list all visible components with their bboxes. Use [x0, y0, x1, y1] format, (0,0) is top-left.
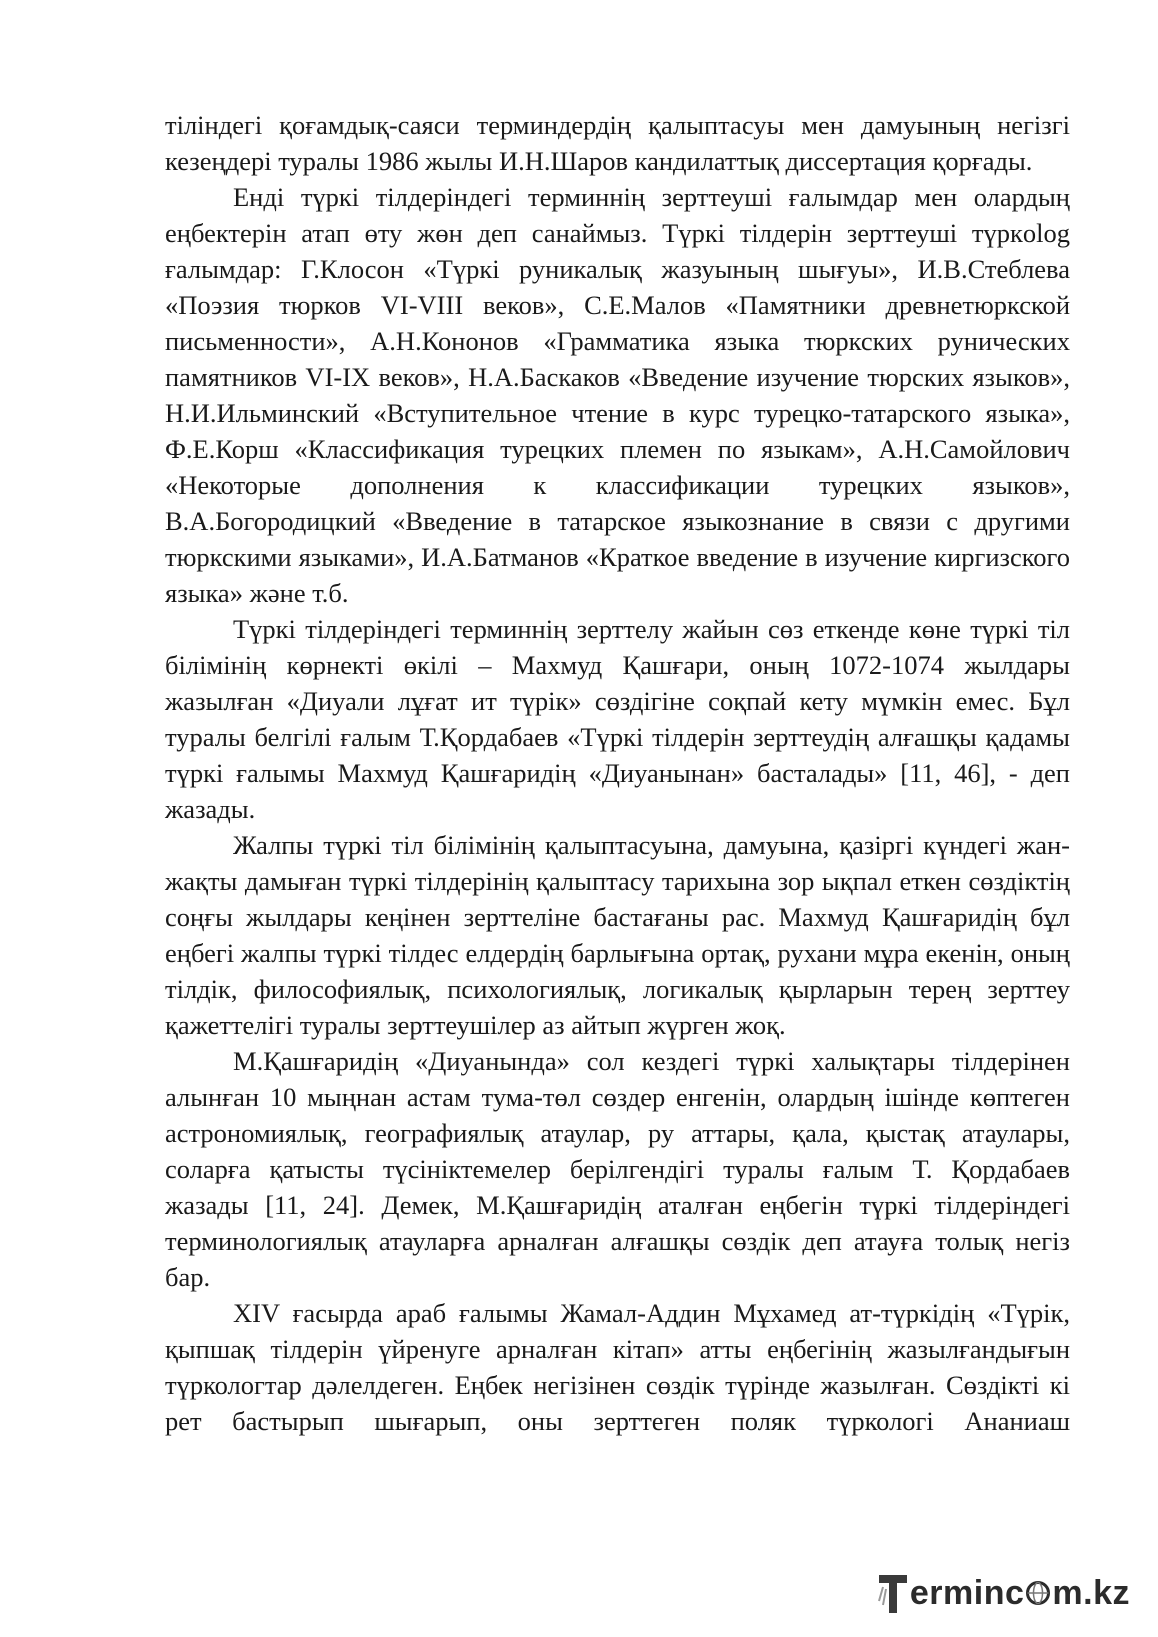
watermark-text-1: ermin	[909, 1573, 1005, 1612]
paragraph-1: тіліндегі қоғамдық-саяси терминдердің қалыптасуы мен дамуының негізгі кезеңдері туралы 1986 жылы И.Н.Шаров кандилаттық диссертация қорғады.	[165, 110, 1070, 176]
watermark-text-3: m.kz	[1052, 1573, 1130, 1612]
watermark-text-2: c	[1004, 1573, 1025, 1612]
paragraph-2: Енді түркі тілдеріндегі терминнің зерттеуші ғалымдар мен олардың еңбектерін атап өту жөн деп санаймыз. Түркі тілдерін зерттеуші түркolog ғалымдар: Г.Клосон «Түркі руникалық жазуының шығуы», И.В.Стеблева «Поэзия тюрков VI-VIII веков», С.Е.Малов «Памятники древнетюркской письменности», А.Н.Кононов «Грамматика языка тюркских рунических памятников VI-IX веков», Н.А.Баскаков «Введение изучение тюрских языков», Н.И.Ильминский «Вступительное чтение в курс турецко-татарского языка», Ф.Е.Корш «Классификация турецких племен по языкам», А.Н.Самойлович «Некоторые дополнения к классификации турецких языков», В.А.Богородицкий «Введение в татарское языкознание в связи с другими тюркскими языками», И.А.Батманов «Краткое введение в изучение киргизского языка» және т.б.	[165, 182, 1070, 608]
watermark-globe-icon	[1025, 1580, 1051, 1606]
watermark-t-letter-icon	[877, 1571, 909, 1615]
paragraph-6: XIV ғасырда араб ғалымы Жамал-Аддин Мұхамед ат-түркідің «Түрік, қыпшақ тілдерін үйренуге арналған кітап» атты еңбегінің жазылғандығын түркологтар дәлелдеген. Еңбек негізінен сөздік түрінде жазылған. Сөздікті кі рет бастырып шығарып, оны зерттеген поляк түркологі Ананиаш	[165, 1298, 1070, 1436]
termincom-watermark-logo	[877, 1567, 1130, 1619]
paragraph-4: Жалпы түркі тіл білімінің қалыптасуына, дамуына, қазіргі күндегі жан-жақты дамыған түркі тілдерінің қалыптасу тарихына зор ықпал еткен сөздіктің соңғы жылдары кеңінен зерттеліне бастағаны рас. Махмуд Қашғаридің бұл еңбегі жалпы түркі тілдес елдердің барлығына ортақ, рухани мұра екенін, оның тілдік, философиялық, психологиялық, логикалық қырларын терең зерттеу қажеттелігі туралы зерттеушілер аз айтып жүрген жоқ.	[165, 830, 1070, 1040]
document-body	[165, 107, 1070, 1439]
paragraph-3: Түркі тілдеріндегі терминнің зерттелу жайын сөз еткенде көне түркі тіл білімінің көрнекті өкілі – Махмуд Қашғари, оның 1072-1074 жылдары жазылған «Диуали лұғат ит түрік» сөздігіне соқпай кету мүмкін емес. Бұл туралы белгілі ғалым Т.Қордабаев «Түркі тілдерін зерттеудің алғашқы қадамы түркі ғалымы Махмуд Қашғаридің «Диуанынан» басталады» [11, 46], - деп жазады.	[165, 614, 1070, 824]
paragraph-5: М.Қашғаридің «Диуанында» сол кездегі түркі халықтары тілдерінен алынған 10 мыңнан астам тума-төл сөздер енгенін, олардың ішінде көптеген астрономиялық, географиялық атаулар, ру аттары, қала, қыстақ атаулары, соларға қатысты түсініктемелер берілгендігі туралы ғалым Т. Қордабаев жазады [11, 24]. Демек, М.Қашғаридің аталған еңбегін түркі тілдеріндегі терминологиялық атауларға арналған алғашқы сөздік деп атауға толық негіз бар.	[165, 1046, 1070, 1292]
